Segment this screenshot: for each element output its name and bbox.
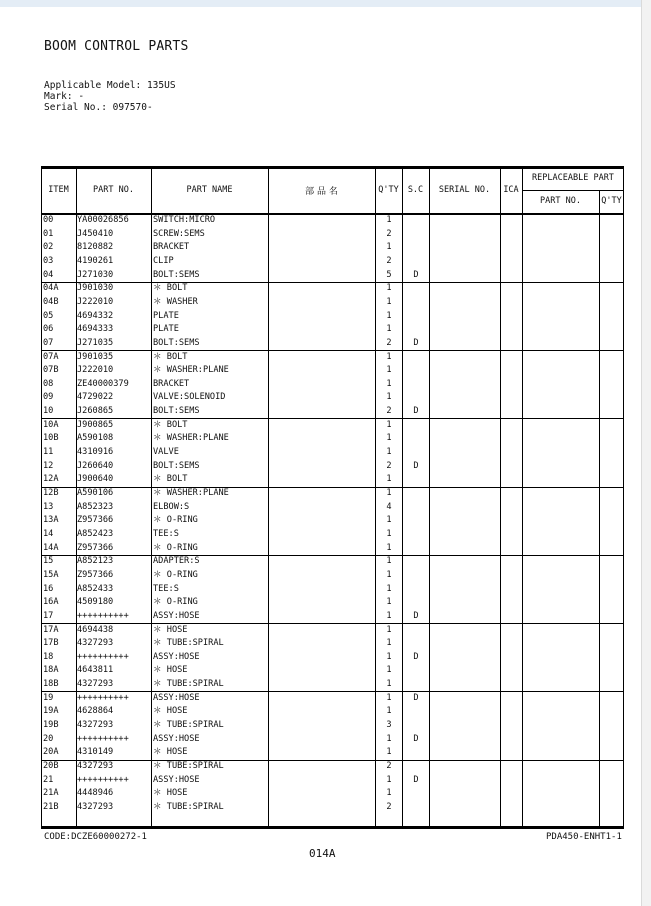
row-qty: 1 [386, 392, 392, 403]
row-part-no: J901035 [77, 351, 114, 362]
row-item: 16A [43, 597, 59, 608]
row-part-name: ＊ TUBE:SPIRAL [153, 801, 224, 812]
row-part-name: ＊ BOLT [153, 474, 188, 485]
row-item: 19A [43, 706, 59, 717]
row-qty: 2 [386, 460, 392, 471]
column-rule [599, 190, 600, 828]
row-qty: 2 [386, 255, 392, 266]
row-part-no: ++++++++++ [77, 610, 129, 621]
row-item: 04 [43, 269, 54, 280]
row-part-name: ＊ HOSE [153, 706, 188, 717]
row-part-name: ＊ O-RING [153, 569, 198, 580]
row-item: 12A [43, 474, 59, 485]
mark: Mark: - [44, 91, 85, 102]
row-item: 04B [43, 296, 59, 307]
row-part-no: J271035 [77, 337, 114, 348]
row-part-no: 4694332 [77, 310, 114, 321]
row-part-no: ++++++++++ [77, 774, 129, 785]
row-item: 15 [43, 556, 54, 567]
row-part-no: 8120882 [77, 242, 114, 253]
row-item: 15A [43, 569, 59, 580]
group-separator [41, 282, 624, 283]
row-item: 03 [43, 255, 54, 266]
row-part-name: ADAPTER:S [153, 556, 200, 567]
row-part-name: SCREW:SEMS [153, 228, 205, 239]
row-part-no: 4310149 [77, 747, 114, 758]
row-part-no: 4327293 [77, 679, 114, 690]
row-qty: 1 [386, 788, 392, 799]
header-sc: S.C [407, 185, 424, 195]
row-item: 07A [43, 351, 59, 362]
row-sc: D [413, 337, 419, 348]
row-part-name: ＊ BOLT [153, 283, 188, 294]
row-qty: 1 [386, 583, 392, 594]
row-item: 18 [43, 651, 54, 662]
row-part-name: SWITCH:MICRO [153, 215, 216, 225]
row-part-name: ＊ WASHER:PLANE [153, 365, 229, 376]
row-part-name: ＊ WASHER [153, 296, 198, 307]
row-part-no: 4628864 [77, 706, 114, 717]
row-item: 17 [43, 610, 54, 621]
row-item: 19 [43, 692, 54, 703]
row-item: 12 [43, 460, 54, 471]
row-part-name: ＊ BOLT [153, 351, 188, 362]
row-qty: 1 [386, 242, 392, 253]
row-part-name: BOLT:SEMS [153, 337, 200, 348]
row-item: 20 [43, 733, 54, 744]
row-item: 14A [43, 542, 59, 553]
row-item: 07B [43, 365, 59, 376]
row-part-no: 4310916 [77, 447, 114, 458]
row-part-name: VALVE:SOLENOID [153, 392, 226, 403]
row-part-no: 4643811 [77, 665, 114, 676]
row-part-name: ELBOW:S [153, 501, 190, 512]
row-qty: 1 [386, 679, 392, 690]
row-part-no: A590108 [77, 433, 114, 444]
row-part-no: J901030 [77, 283, 114, 294]
row-sc: D [413, 774, 419, 785]
row-item: 10B [43, 433, 59, 444]
row-sc: D [413, 651, 419, 662]
row-part-name: ＊ HOSE [153, 747, 188, 758]
row-item: 13 [43, 501, 54, 512]
row-qty: 1 [386, 528, 392, 539]
row-qty: 2 [386, 761, 392, 771]
row-part-name: PLATE [153, 310, 179, 321]
group-separator [41, 623, 624, 624]
row-part-no: A852323 [77, 501, 114, 512]
column-rule [402, 166, 403, 828]
row-part-name: TEE:S [153, 583, 179, 594]
header-serial-no: SERIAL NO. [438, 185, 491, 195]
row-part-name: ＊ TUBE:SPIRAL [153, 720, 224, 731]
row-part-no: J260640 [77, 460, 114, 471]
row-qty: 1 [386, 692, 392, 703]
row-item: 14 [43, 528, 54, 539]
row-item: 06 [43, 324, 54, 335]
row-part-no: Z957366 [77, 569, 114, 580]
row-qty: 1 [386, 351, 392, 362]
row-part-no: ++++++++++ [77, 692, 129, 703]
row-sc: D [413, 460, 419, 471]
row-qty: 3 [386, 720, 392, 731]
row-part-no: YA00026856 [77, 215, 129, 225]
row-part-name: ＊ BOLT [153, 419, 188, 430]
row-item: 17A [43, 624, 59, 635]
row-qty: 1 [386, 310, 392, 321]
row-item: 11 [43, 447, 54, 458]
row-item: 18A [43, 665, 59, 676]
header-replaceable-qty: Q'TY [601, 196, 622, 206]
row-item: 21 [43, 774, 54, 785]
row-qty: 1 [386, 542, 392, 553]
row-part-no: J900865 [77, 419, 114, 430]
row-part-name: ＊ HOSE [153, 624, 188, 635]
row-part-no: 4694333 [77, 324, 114, 335]
row-part-name: BRACKET [153, 242, 190, 253]
column-rule [429, 166, 430, 828]
row-qty: 1 [386, 419, 392, 430]
row-qty: 1 [386, 556, 392, 567]
row-qty: 1 [386, 733, 392, 744]
row-qty: 2 [386, 228, 392, 239]
header-item: ITEM [48, 185, 69, 195]
row-part-no: 4327293 [77, 801, 114, 812]
row-part-no: Z957366 [77, 515, 114, 526]
row-qty: 5 [386, 269, 392, 280]
page-title: BOOM CONTROL PARTS [44, 39, 189, 54]
row-qty: 1 [386, 706, 392, 717]
row-item: 04A [43, 283, 59, 294]
row-item: 00 [43, 215, 54, 225]
row-item: 10A [43, 419, 59, 430]
row-part-name: BOLT:SEMS [153, 460, 200, 471]
row-part-name: ＊ TUBE:SPIRAL [153, 679, 224, 690]
row-part-name: BRACKET [153, 378, 190, 389]
row-item: 07 [43, 337, 54, 348]
row-item: 19B [43, 720, 59, 731]
row-part-no: Z957366 [77, 542, 114, 553]
row-part-name: VALVE [153, 447, 179, 458]
group-separator [41, 487, 624, 488]
row-qty: 1 [386, 569, 392, 580]
row-sc: D [413, 269, 419, 280]
group-separator [41, 760, 624, 761]
row-part-no: 4327293 [77, 761, 114, 771]
column-rule [522, 166, 523, 828]
column-rule [151, 166, 152, 828]
row-part-no: 4327293 [77, 638, 114, 649]
row-qty: 1 [386, 624, 392, 635]
row-item: 17B [43, 638, 59, 649]
row-part-no: A852433 [77, 583, 114, 594]
row-qty: 1 [386, 597, 392, 608]
row-qty: 2 [386, 337, 392, 348]
row-part-name: CLIP [153, 255, 174, 266]
row-part-no: J222010 [77, 365, 114, 376]
parts-table [41, 166, 624, 828]
row-part-no: J260865 [77, 406, 114, 417]
row-part-name: ASSY:HOSE [153, 774, 200, 785]
header-qty: Q'TY [378, 185, 399, 195]
row-part-no: 4448946 [77, 788, 114, 799]
footer-document-id: PDA450-ENHT1-1 [546, 832, 622, 842]
row-part-name: ＊ WASHER:PLANE [153, 433, 229, 444]
replaceable-sub-rule [522, 190, 624, 191]
header-part-name: PART NAME [186, 185, 233, 195]
row-item: 01 [43, 228, 54, 239]
row-sc: D [413, 733, 419, 744]
header-replaceable-part-no: PART NO. [540, 196, 581, 206]
row-qty: 1 [386, 447, 392, 458]
row-qty: 1 [386, 378, 392, 389]
row-part-name: ＊ TUBE:SPIRAL [153, 761, 224, 771]
row-sc: D [413, 610, 419, 621]
group-separator [41, 418, 624, 419]
row-item: 09 [43, 392, 54, 403]
row-qty: 1 [386, 747, 392, 758]
row-part-name: BOLT:SEMS [153, 269, 200, 280]
header-replaceable-part: REPLACEABLE PART [532, 173, 614, 183]
row-part-name: BOLT:SEMS [153, 406, 200, 417]
row-part-no: 4729022 [77, 392, 114, 403]
row-qty: 1 [386, 296, 392, 307]
column-rule [41, 166, 42, 828]
row-qty: 4 [386, 501, 392, 512]
row-item: 08 [43, 378, 54, 389]
row-part-no: A852423 [77, 528, 114, 539]
row-part-no: ++++++++++ [77, 733, 129, 744]
row-qty: 1 [386, 515, 392, 526]
row-qty: 1 [386, 665, 392, 676]
row-part-name: ASSY:HOSE [153, 692, 200, 703]
column-rule [500, 166, 501, 828]
row-qty: 2 [386, 406, 392, 417]
row-part-name: ＊ O-RING [153, 597, 198, 608]
row-part-name: TEE:S [153, 528, 179, 539]
serial-number: Serial No.: 097570- [44, 102, 153, 113]
row-item: 20B [43, 761, 59, 771]
row-part-no: 4694438 [77, 624, 114, 635]
row-sc: D [413, 692, 419, 703]
row-item: 18B [43, 679, 59, 690]
row-part-name: ＊ O-RING [153, 542, 198, 553]
row-qty: 1 [386, 651, 392, 662]
row-item: 02 [43, 242, 54, 253]
column-rule [623, 166, 624, 828]
row-part-no: J900640 [77, 474, 114, 485]
viewer-scrollbar[interactable] [641, 0, 651, 906]
row-qty: 1 [386, 215, 392, 225]
group-separator [41, 350, 624, 351]
row-part-no: J450410 [77, 228, 114, 239]
page-number: 014A [309, 847, 336, 860]
row-item: 16 [43, 583, 54, 594]
row-qty: 1 [386, 283, 392, 294]
applicable-model: Applicable Model: 135US [44, 80, 176, 91]
row-part-name: ＊ WASHER:PLANE [153, 488, 229, 498]
row-qty: 1 [386, 774, 392, 785]
row-qty: 1 [386, 365, 392, 376]
viewer-top-bar [0, 0, 651, 7]
row-part-name: ASSY:HOSE [153, 733, 200, 744]
row-item: 21B [43, 801, 59, 812]
column-rule [268, 166, 269, 828]
row-sc: D [413, 406, 419, 417]
row-qty: 1 [386, 638, 392, 649]
row-part-no: ++++++++++ [77, 651, 129, 662]
row-item: 20A [43, 747, 59, 758]
row-item: 10 [43, 406, 54, 417]
header-part-no: PART NO. [93, 185, 134, 195]
header-ica: ICA [503, 185, 519, 195]
row-part-no: J271030 [77, 269, 114, 280]
row-part-name: ＊ TUBE:SPIRAL [153, 638, 224, 649]
row-part-name: ＊ O-RING [153, 515, 198, 526]
row-qty: 1 [386, 433, 392, 444]
row-part-name: PLATE [153, 324, 179, 335]
table-top-rule [41, 166, 624, 169]
row-part-no: 4190261 [77, 255, 114, 266]
row-part-no: J222010 [77, 296, 114, 307]
row-part-name: ＊ HOSE [153, 665, 188, 676]
table-bottom-rule [41, 826, 624, 829]
row-part-no: ZE40000379 [77, 378, 129, 389]
row-part-no: A590106 [77, 488, 114, 498]
row-item: 13A [43, 515, 59, 526]
row-part-name: ASSY:HOSE [153, 610, 200, 621]
row-part-no: 4509180 [77, 597, 114, 608]
row-part-name: ASSY:HOSE [153, 651, 200, 662]
header-japanese-name: 部 品 名 [305, 187, 338, 197]
row-part-no: A852123 [77, 556, 114, 567]
row-qty: 2 [386, 801, 392, 812]
row-item: 05 [43, 310, 54, 321]
row-qty: 1 [386, 488, 392, 498]
footer-code: CODE:DCZE60000272-1 [44, 832, 147, 842]
row-item: 12B [43, 488, 59, 498]
group-separator [41, 555, 624, 556]
row-item: 21A [43, 788, 59, 799]
row-part-name: ＊ HOSE [153, 788, 188, 799]
row-qty: 1 [386, 324, 392, 335]
row-qty: 1 [386, 474, 392, 485]
row-qty: 1 [386, 610, 392, 621]
row-part-no: 4327293 [77, 720, 114, 731]
